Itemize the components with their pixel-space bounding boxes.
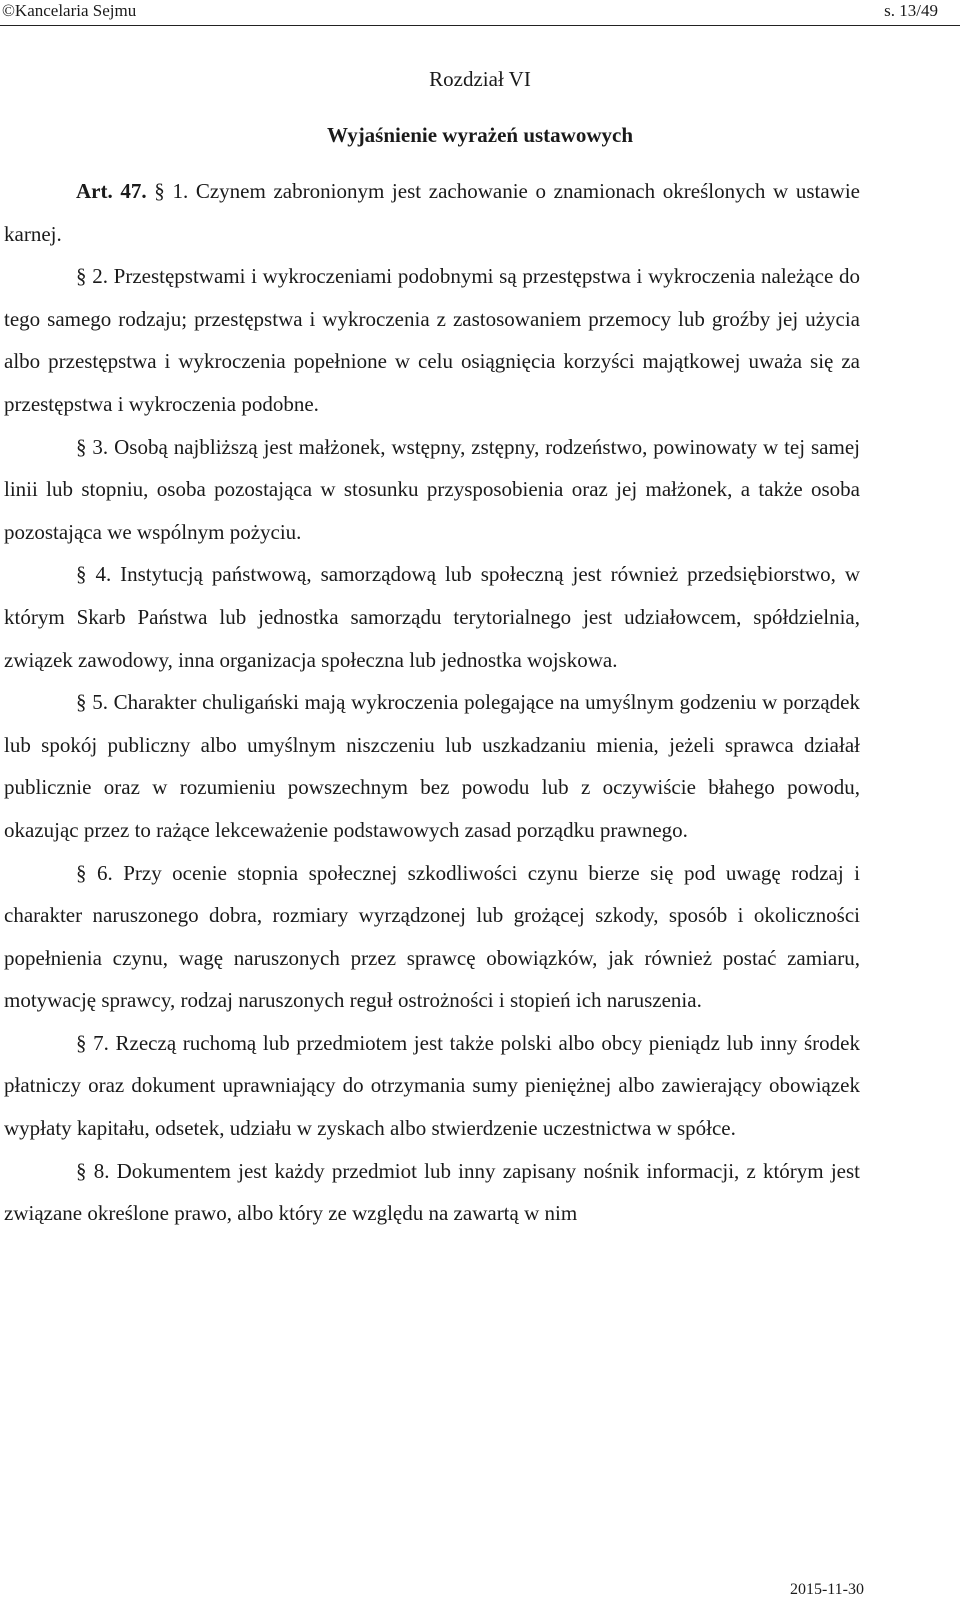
paragraph-text: § 1. Czynem zabronionym jest zachowanie o znamionach określonych w ustawie karnej. [4,179,861,246]
chapter-title: Wyjaśnienie wyrażeń ustawowych [326,123,634,147]
article-body [4,170,860,1235]
header-divider [0,25,960,26]
paragraph-8: § 8. Dokumentem jest każdy przedmiot lub inny zapisany nośnik informacji, z którym jest związane określone prawo, albo który ze względu na zawartą w nim [4,1158,860,1226]
paragraph-7: § 7. Rzeczą ruchomą lub przedmiotem jest także polski albo obcy pieniądz lub inny środek płatniczy oraz dokument uprawniający do otrzymania sumy pieniężnej albo zawierający obowiązek wypłaty kapitału, odsetek, udziału w zyskach albo stwierdzenie uczestnictwa w spółce. [4,1030,860,1141]
footer-date: 2015-11-30 [789,1581,864,1598]
header-source: ©Kancelaria Sejmu [2,1,137,20]
paragraph-1 [4,170,860,255]
paragraph-5: § 5. Charakter chuligański mają wykroczenia polegające na umyślnym godzeniu w porządek lub spokój publiczny albo umyślnym niszczeniu lub uszkadzaniu mienia, jeżeli sprawca działał publicznie oraz w rozumieniu powszechnym bez powodu lub z oczywiście błahego powodu, okazując przez to rażące lekceważenie podstawowych zasad porządku prawnego. [4,690,860,842]
page-number: s. 13/49 [884,1,938,20]
paragraph-4: § 4. Instytucją państwową, samorządową lub społeczną jest również przedsiębiorstwo, w którym Skarb Państwa lub jednostka samorządu terytorialnego jest udziałowcem, spółdzielnia, związek zawodowy, inna organizacja społeczna lub jednostka wojskowa. [4,562,860,672]
paragraph-6: § 6. Przy ocenie stopnia społecznej szkodliwości czynu bierze się pod uwagę rodzaj i charakter naruszonego dobra, rozmiary wyrządzonej lub grożącej szkody, sposób i okoliczności popełnienia czynu, wagę naruszonych przez sprawcę obowiązków, jak również postać zamiaru, motywację sprawcy, rodzaj naruszonych reguł ostrożności i stopień ich naruszenia. [4,860,860,1013]
paragraph-2: § 2. Przestępstwami i wykroczeniami podobnymi są przestępstwa i wykroczenia należące do tego samego rodzaju; przestępstwa i wykroczenia z zastosowaniem przemocy lub groźby jej użycia albo przestępstwa i wykroczenia popełnione w celu osiągnięcia korzyści majątkowej uważa się za przestępstwa i wykroczenia podobne. [4,264,860,416]
chapter-label: Rozdział VI [429,67,531,91]
article-number: Art. 47. [76,179,147,203]
paragraph-3: § 3. Osobą najbliższą jest małżonek, wstępny, zstępny, rodzeństwo, powinowaty w tej samej linii lub stopniu, osoba pozostająca w stosunku przysposobienia oraz jej małżonek, a także osoba pozostająca we wspólnym pożyciu. [4,434,860,544]
